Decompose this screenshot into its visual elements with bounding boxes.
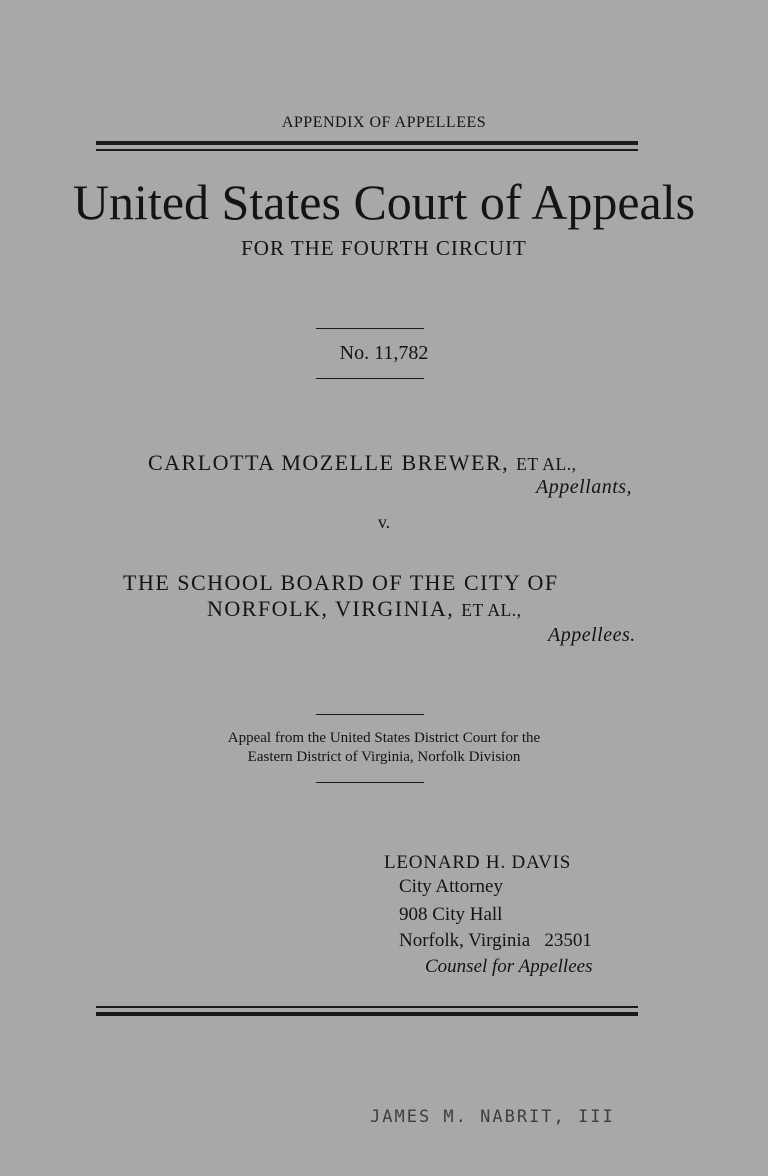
counsel-address-2: Norfolk, Virginia 23501 [399,930,592,951]
top-rule-thick [96,141,638,145]
counsel-name: LEONARD H. DAVIS [384,852,572,873]
court-name: United States Court of Appeals [72,174,696,230]
case-number-rule-top [316,328,424,329]
bottom-rule-thin [96,1006,638,1008]
bottom-rule-thick [96,1012,638,1016]
name-stamp: JAMES M. NABRIT, III [370,1107,615,1127]
appeal-from-line-1: Appeal from the United States District Court for the [227,730,541,746]
appeal-rule-top [316,714,424,715]
counsel-role: Counsel for Appellees [425,956,593,977]
counsel-title: City Attorney [399,876,503,897]
appendix-label: APPENDIX OF APPELLEES [281,114,487,131]
appellants-et-al: ET AL., [516,454,577,474]
appellants-name: CARLOTTA MOZELLE BREWER, [148,450,510,475]
case-number-rule-bottom [316,378,424,379]
appellants-role: Appellants, [536,476,633,498]
appeal-rule-bottom [316,782,424,783]
circuit-name: FOR THE FOURTH CIRCUIT [241,236,527,260]
versus: v. [377,512,391,532]
appellants-line [148,450,577,476]
appellees-line-2 [207,596,522,622]
counsel-address-1: 908 City Hall [399,904,503,925]
case-number: No. 11,782 [339,342,429,364]
appellees-et-al: ET AL., [461,600,522,620]
appeal-from-line-2: Eastern District of Virginia, Norfolk Division [247,749,521,765]
appellees-line-1: THE SCHOOL BOARD OF THE CITY OF [123,570,559,595]
appellees-role: Appellees. [548,624,636,646]
top-rule-thin [96,149,638,151]
appellees-name: NORFOLK, VIRGINIA, [207,596,455,621]
